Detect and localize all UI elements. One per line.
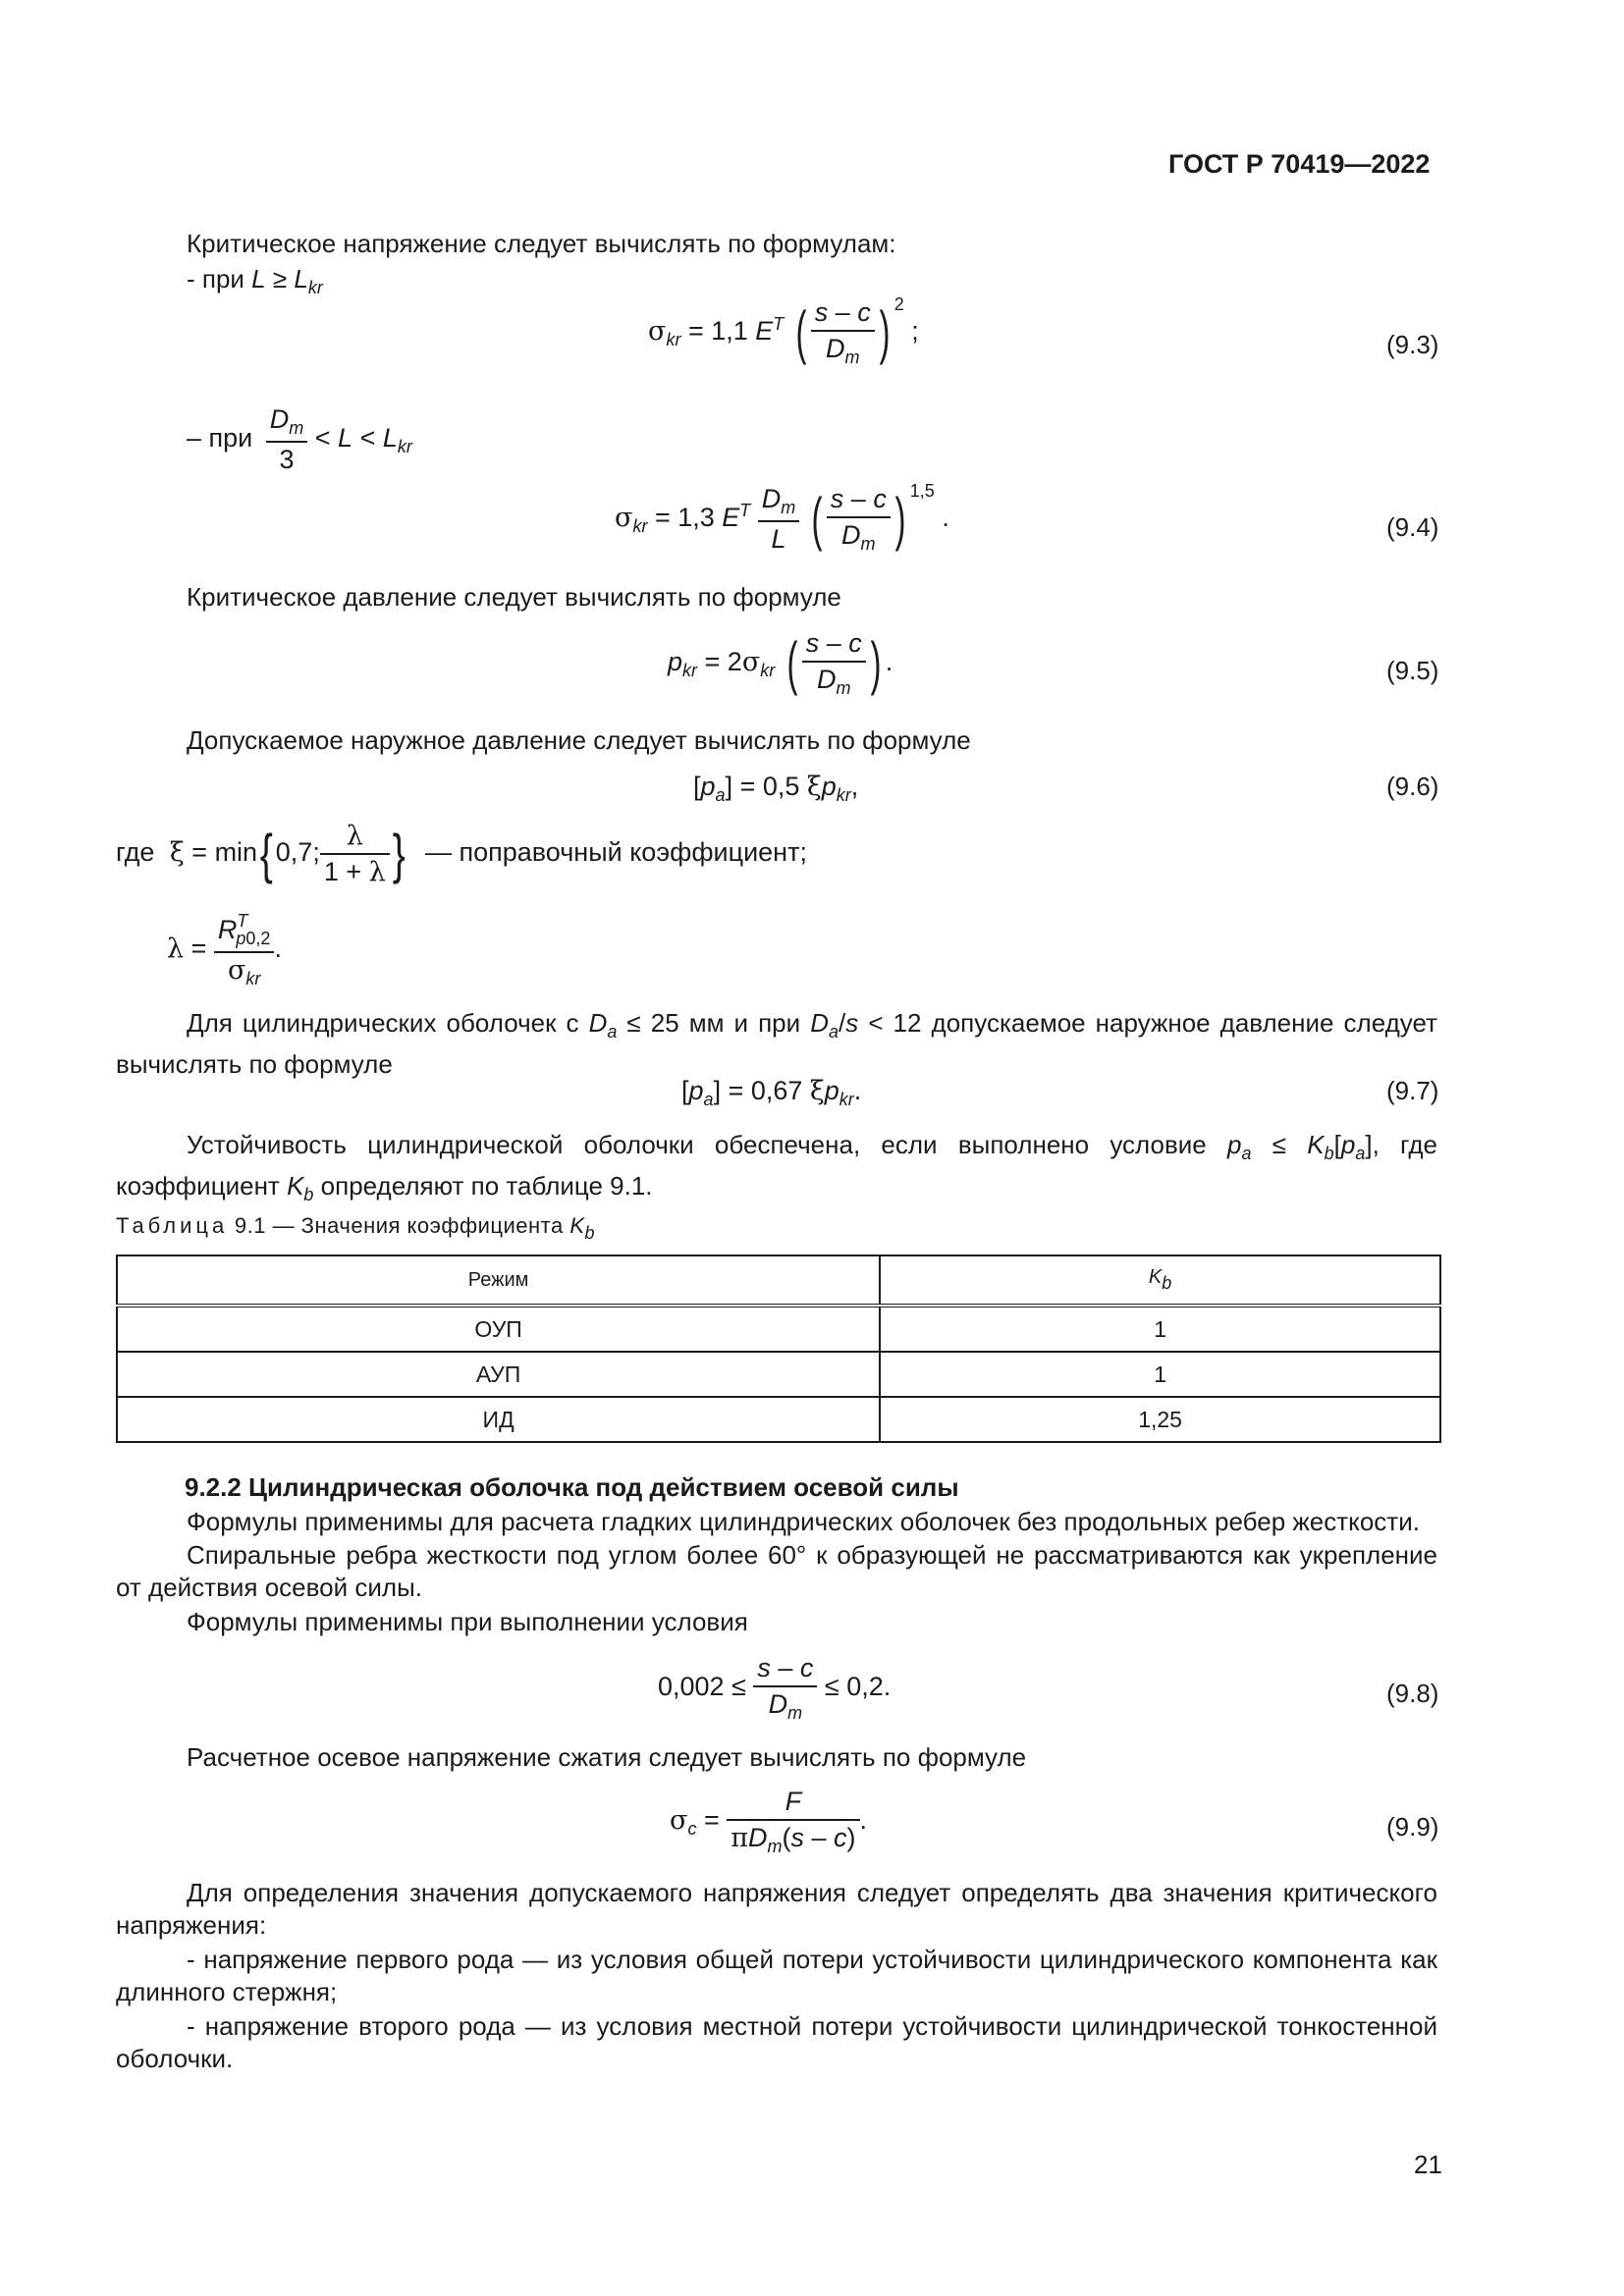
paragraph-second-kind: - напряжение второго рода — из условия местной потери устойчивости цилиндрической тонкостенной оболочки. [116, 2011, 1437, 2073]
page-number: 21 [1414, 2150, 1442, 2179]
equation-number: (9.8) [1386, 1679, 1439, 1708]
standard-header: ГОСТ Р 70419—2022 [1168, 149, 1431, 179]
paragraph-axial-stress: Расчетное осевое напряжение сжатия следует вычислять по формуле [187, 1742, 1027, 1772]
formula-lambda: λ = $\frac{R^T_{p0,2}}{\sigma_{kr}}$ . [167, 911, 282, 988]
table-header-mode: Режим [117, 1255, 880, 1306]
paragraph-critical-pressure: Критическое давление следует вычислять по формуле [187, 582, 841, 612]
paragraph-small-cylinders: Для цилиндрических оболочек с $D_a \le 25$ мм и при $D_a/s < 12$ допускаемое наружное давление следует вычислять по формуле [116, 1008, 1437, 1079]
equation-number: (9.9) [1386, 1812, 1439, 1842]
table-caption-word: Таблица [116, 1213, 229, 1238]
paragraph-allowable-stress: Для определения значения допускаемого напряжения следует определять два значения критического напряжения: [116, 1878, 1437, 1940]
table-cell-kb: 1 [880, 1306, 1440, 1352]
where-description: — поправочный коэффициент; [424, 837, 807, 868]
table-caption: Таблица 9.1 — Значения коэффициента $K_b$ [116, 1213, 596, 1243]
table-row [117, 1352, 1440, 1397]
case-dm3-lt-l: – при $\frac{D_m}{3}$ < $L < L_{kr}$ [187, 404, 412, 474]
where-label: где [116, 837, 155, 868]
formula-xi-definition: где ξ = min{ 0,7; $\frac{\lambda}{1 + \lambda}$ } — поправочный коэффициент; [116, 821, 807, 887]
paragraph-applicability: Формулы применимы для расчета гладких цилиндрических оболочек без продольных ребер жесткости. [187, 1507, 1420, 1536]
formula-9-6: $[p_a] = 0,5$ $\xi p_{kr}$, [693, 772, 859, 805]
equation-number: (9.6) [1386, 772, 1439, 801]
formula-9-5: $p_{kr} = 2\sigma_{kr}$ ( $\frac{s - c}{D_m}$ ) . [668, 628, 893, 698]
formula-9-4: $\sigma_{kr} = 1,3$ $E^T$ $\frac{D_m}{L}$ ( $\frac{s - c}{D_m}$ ) $^{1,5}$ . [615, 481, 949, 554]
equation-number: (9.3) [1386, 330, 1439, 359]
table-row [117, 1306, 1440, 1352]
table-cell-kb: 1 [880, 1352, 1440, 1397]
formula-9-3: $\sigma_{kr} = 1,1$ $E^T$ ( $\frac{s - c}{D_m}$ ) $^2$ ; [648, 294, 919, 367]
paragraph-condition: Формулы применимы при выполнении условия [187, 1607, 748, 1636]
equation-number: (9.5) [1386, 656, 1439, 685]
formula-9-8: 0,002 ≤ $\frac{s - c}{D_m}$ ≤ 0,2. [658, 1653, 892, 1723]
table-row [117, 1397, 1440, 1442]
case-l-ge-lkr: - при $L \ge L_{kr}$ [187, 264, 323, 297]
formula-9-7: $[p_a] = 0,67$ $\xi p_{kr}$. [681, 1076, 862, 1109]
formula-9-9: $\sigma_c$ = $\frac{F}{\pi D_m(s - c)}$ . [670, 1787, 868, 1856]
table-cell-mode: АУП [117, 1352, 880, 1397]
case-prefix: – при [187, 423, 253, 454]
case-prefix: - при [187, 264, 252, 294]
paragraph-spiral-ribs: Спиральные ребра жесткости под углом более 60° к образующей не рассматриваются как укрепление от действия осевой силы. [116, 1540, 1437, 1602]
table-header-kb: $K_b$ [880, 1255, 1440, 1306]
coefficient-table [116, 1255, 1441, 1443]
paragraph-allowable-pressure: Допускаемое наружное давление следует вычислять по формуле [187, 725, 971, 755]
paragraph-first-kind: - напряжение первого рода — из условия общей потери устойчивости цилиндрического компонента как длинного стержня; [116, 1945, 1437, 2006]
paragraph-critical-stress: Критическое напряжение следует вычислять по формулам: [187, 229, 896, 258]
equation-number: (9.7) [1386, 1076, 1439, 1105]
paragraph-stability-condition: Устойчивость цилиндрической оболочки обеспечена, если выполнено условие $p_a \le K_b[p_a]$, где коэффициент $K_b$ определяют по таблице 9.1. [116, 1130, 1437, 1204]
table-cell-mode: ОУП [117, 1306, 880, 1352]
table-cell-mode: ИД [117, 1397, 880, 1442]
table-caption-text: 9.1 — Значения коэффициента [228, 1213, 570, 1238]
section-heading: 9.2.2 Цилиндрическая оболочка под действием осевой силы [185, 1472, 959, 1502]
equation-number: (9.4) [1386, 512, 1439, 542]
table-cell-kb: 1,25 [880, 1397, 1440, 1442]
